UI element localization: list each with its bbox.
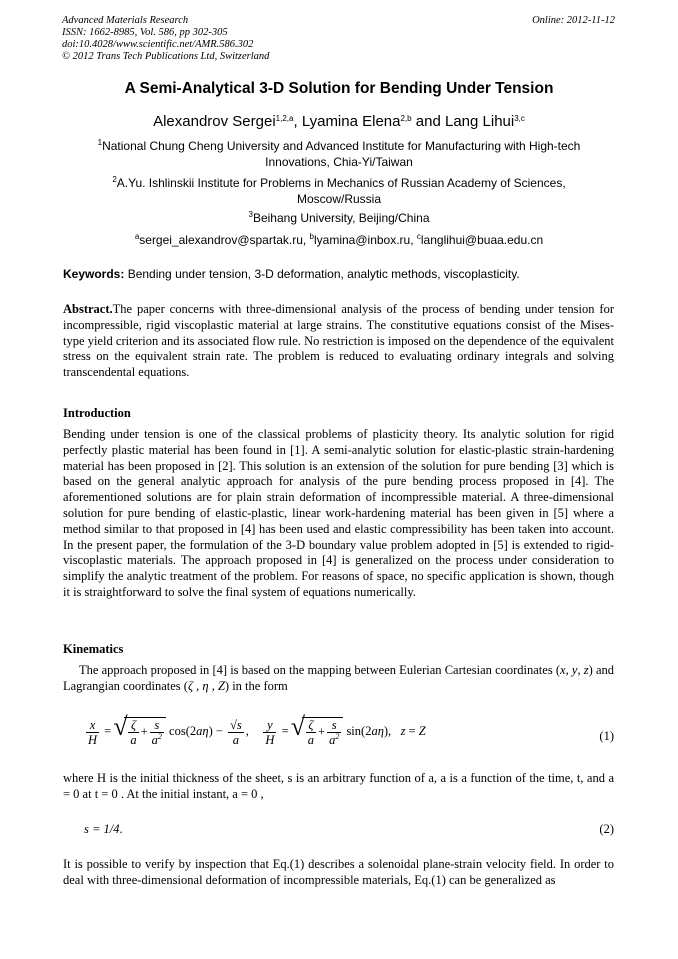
author-name: Lyamina Elena — [301, 113, 401, 130]
abstract-label: Abstract. — [63, 302, 113, 316]
email: langlihui@buaa.edu.cn — [420, 233, 544, 247]
kinematics-paragraph-2: where H is the initial thickness of the sheet, s is an arbitrary function of a, a is a function of the time, t, and a = 0 at t = 0 . At the initial instant, a = 0 , — [63, 771, 614, 801]
author-sup: 3,c — [514, 114, 525, 123]
email: lyamina@inbox.ru, — [314, 233, 417, 247]
affiliation-sup: 1 — [97, 138, 103, 147]
affiliation — [80, 138, 598, 170]
kinematics-paragraph-1 — [63, 663, 614, 695]
abstract-text: The paper concerns with three-dimensional analysis of the process of bending under tension for incompressible, rigid viscoplastic material at large strains. The constitutive equations consist of the Mises-type yield criterion and its associated flow rule. No restriction is imposed on the dependence of the equivalent stress on the equivalent strain rate. The problem is reduced to evaluating ordinary integrals and solving transcendental equations. — [63, 302, 614, 380]
author-sup: 1,2,a — [275, 114, 294, 123]
affiliation-sup: 2 — [112, 175, 117, 184]
keywords — [63, 267, 520, 281]
text-run: ) and Lagrangian coordinates ( — [63, 663, 614, 693]
equation-2-dot: . — [119, 822, 123, 836]
text-run: , — [565, 663, 572, 677]
copyright: © 2012 Trans Tech Publications Ltd, Switzerland — [62, 51, 270, 62]
email: sergei_alexandrov@spartak.ru, — [139, 233, 310, 247]
var-z: z — [583, 663, 589, 677]
var-y: y — [571, 663, 578, 677]
equation-2 — [84, 822, 123, 837]
affiliation-text: A.Yu. Ishlinskii Institute for Problems in Mechanics of Russian Academy of Sciences, Moscow/Russia — [116, 176, 566, 206]
equation-1-number: (1) — [599, 729, 614, 743]
online-date: Online: 2012-11-12 — [532, 15, 615, 26]
var-x: x — [560, 663, 566, 677]
equation-2-body: s = 1/4 — [84, 822, 120, 836]
paper-title: A Semi-Analytical 3-D Solution for Bending Under Tension — [124, 80, 554, 97]
introduction-text: Bending under tension is one of the classical problems of plasticity theory. Its analytic solution for rigid perfectly plastic material has been found in [1]. A semi-analytic solution for elastic-plastic strain-hardening material has been proposed in [2]. This solution is an extension of the solution for pure bending [3] which is based on the general analytic approach for analysis of the pure bending process proposed in [4]. The aforementioned solutions are for plain strain deformation of incompressible material. A three-dimensional solution for pure bending of elastic-plastic, linear work-hardening material has been given in [5] where a method similar to that proposed in [4] has been used and elastic compressibility has been taken into account. In the present paper, the formulation of the 3-D boundary value problem adopted in [5] is extended to rigid-viscoplastic materials. The approach proposed in [4] is generalized on the process under consideration to simplify the analytic treatment of the problem. For reasons of space, no specific application is shown, though it is straightforward to solve the final system of equations numerically. — [63, 427, 614, 599]
text-run: ) in the form — [224, 678, 288, 693]
affiliation — [80, 175, 598, 207]
equation-1: $\frac{x}{H}$ = √ $\frac{\zeta}{a}$ + $\frac{s}{a^2}$ cos(2aη) − $\frac{√s}{a}$ , $\frac{y}{H}$ = √ $\frac{\zeta}{a}$ + $\frac{s}{a^2}$ sin(2aη), z = Z — [84, 717, 426, 747]
lagrangian-coords: ζ , η , Z — [187, 678, 225, 693]
abstract — [63, 302, 614, 381]
author-name: Lang Lihui — [444, 113, 515, 130]
section-heading-introduction: Introduction — [63, 406, 131, 420]
keywords-label: Keywords: — [63, 267, 125, 281]
affiliation — [80, 210, 598, 226]
author-list — [0, 113, 678, 130]
text-run: The approach proposed in [4] is based on the mapping between Eulerian Cartesian coordinates ( — [79, 663, 561, 677]
journal-header — [62, 15, 269, 63]
doi: doi:10.4028/www.scientific.net/AMR.586.302 — [62, 39, 254, 50]
journal-name: Advanced Materials Research — [62, 15, 189, 26]
affiliation-text: Beihang University, Beijing/China — [252, 211, 430, 225]
email-sup: b — [309, 232, 314, 241]
author-separator: and — [411, 113, 445, 130]
author-sup: 2,b — [400, 114, 412, 123]
text-run: , — [577, 663, 584, 677]
author-name: Alexandrov Sergei — [153, 113, 276, 130]
section-heading-kinematics: Kinematics — [63, 642, 124, 656]
affiliation-text: National Chung Cheng University and Advanced Institute for Manufacturing with High-tech Innovations, Chia-Yi/Taiwan — [102, 139, 581, 169]
affiliation-sup: 3 — [248, 210, 253, 219]
keywords-text: Bending under tension, 3-D deformation, analytic methods, viscoplasticity. — [124, 267, 520, 281]
email-sup: a — [134, 232, 140, 241]
issn: ISSN: 1662-8985, Vol. 586, pp 302-305 — [62, 27, 228, 38]
email-sup: c — [416, 232, 421, 241]
kinematics-paragraph-3: It is possible to verify by inspection that Eq.(1) describes a solenoidal plane-strain velocity field. In order to deal with three-dimensional deformation of incompressible materials, Eq.(1) can be generalized as — [63, 857, 614, 887]
author-separator: , — [293, 113, 302, 130]
equation-2-number: (2) — [599, 822, 614, 836]
email-line — [80, 232, 598, 248]
